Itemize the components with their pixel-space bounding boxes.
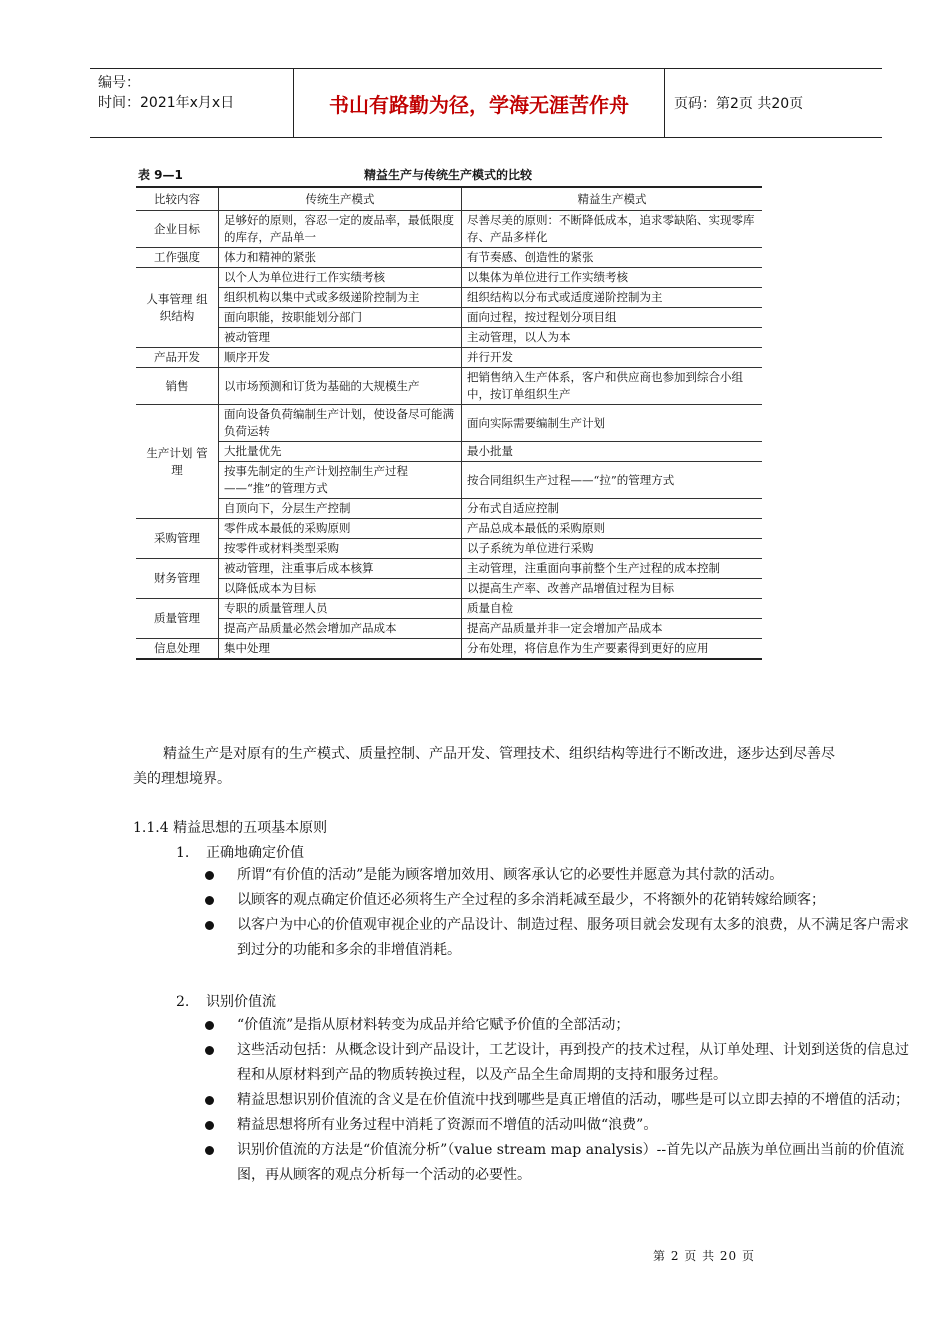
bullet-item [205, 913, 913, 963]
lean-mode-cell: 提高产品质量并非一定会增加产品成本 [462, 619, 763, 639]
bullet-list [205, 1013, 913, 1188]
intro-paragraph: 精益生产是对原有的生产模式、质量控制、产品开发、管理技术、组织结构等进行不断改进，逐步达到尽善尽美的理想境界。 [133, 746, 835, 787]
comparison-table [136, 186, 762, 660]
principle-number: 1. [176, 845, 190, 861]
principle-item [176, 991, 276, 1011]
table-row [136, 442, 762, 462]
lean-mode-cell: 以提高生产率、改善产品增值过程为目标 [462, 579, 763, 599]
category-cell: 企业目标 [136, 211, 219, 248]
category-cell: 工作强度 [136, 248, 219, 268]
table-row [136, 619, 762, 639]
lean-mode-cell: 最小批量 [462, 442, 763, 462]
table-header-cell: 传统生产模式 [219, 187, 462, 211]
table-row [136, 211, 762, 248]
table-row [136, 368, 762, 405]
traditional-mode-cell: 以市场预测和订货为基础的大规模生产 [219, 368, 462, 405]
table-header-row [136, 187, 762, 211]
lean-mode-cell: 有节奏感、创造性的紧张 [462, 248, 763, 268]
bullet-text: 识别价值流的方法是“价值流分析”（value stream map analysis）--首先以产品族为单位画出当前的价值流图，再从顾客的观点分析每一个活动的必要性。 [237, 1142, 905, 1183]
bullet-text: 这些活动包括：从概念设计到产品设计，工艺设计，再到投产的技术过程，从订单处理、计划到送货的信息过程和从原材料到产品的物质转换过程，以及产品全生命周期的支持和服务过程。 [237, 1042, 909, 1083]
bullet-text: 以顾客的观点确定价值还必须将生产全过程的多余消耗减至最少，不将额外的花销转嫁给顾客； [237, 892, 825, 908]
table-row [136, 499, 762, 519]
bullet-dot-icon [205, 1021, 214, 1030]
table-row [136, 288, 762, 308]
table-row [136, 579, 762, 599]
bullet-item [205, 888, 913, 913]
bullet-item [205, 1013, 913, 1038]
table-number: 表 9—1 [138, 168, 183, 182]
lean-mode-cell: 并行开发 [462, 348, 763, 368]
traditional-mode-cell: 专职的质量管理人员 [219, 599, 462, 619]
bullet-list [205, 863, 913, 963]
table-row [136, 405, 762, 442]
table-row [136, 268, 762, 288]
bullet-dot-icon [205, 1096, 214, 1105]
lean-mode-cell: 组织结构以分布式或适度递阶控制为主 [462, 288, 763, 308]
table-row [136, 519, 762, 539]
traditional-mode-cell: 大批量优先 [219, 442, 462, 462]
lean-mode-cell: 以集体为单位进行工作实绩考核 [462, 268, 763, 288]
page-footer: 第 2 页 共 20 页 [653, 1249, 755, 1263]
bullet-item [205, 1138, 913, 1188]
header-page-number: 页码：第2页 共20页 [674, 96, 804, 112]
table-row [136, 599, 762, 619]
bullet-text: 精益思想识别价值流的含义是在价值流中找到哪些是真正增值的活动，哪些是可以立即去掉的不增值的活动； [237, 1092, 909, 1108]
bullet-dot-icon [205, 1146, 214, 1155]
bullet-text: 所谓“有价值的活动”是能为顾客增加效用、顾客承认它的必要性并愿意为其付款的活动。 [237, 867, 784, 883]
category-cell: 采购管理 [136, 519, 219, 559]
lean-mode-cell: 面向过程，按过程划分项目组 [462, 308, 763, 328]
page-header [90, 68, 882, 138]
bullet-item [205, 1038, 913, 1088]
bullet-dot-icon [205, 921, 214, 930]
traditional-mode-cell: 顺序开发 [219, 348, 462, 368]
table-row [136, 559, 762, 579]
principle-title: 识别价值流 [206, 994, 276, 1010]
traditional-mode-cell: 以个人为单位进行工作实绩考核 [219, 268, 462, 288]
traditional-mode-cell: 组织机构以集中式或多级递阶控制为主 [219, 288, 462, 308]
traditional-mode-cell: 按零件或材料类型采购 [219, 539, 462, 559]
traditional-mode-cell: 集中处理 [219, 639, 462, 660]
principle-title: 正确地确定价值 [206, 845, 304, 861]
lean-mode-cell: 面向实际需要编制生产计划 [462, 405, 763, 442]
lean-mode-cell: 分布式自适应控制 [462, 499, 763, 519]
bullet-text: “价值流”是指从原材料转变为成品并给它赋予价值的全部活动； [237, 1017, 630, 1033]
lean-mode-cell: 尽善尽美的原则：不断降低成本，追求零缺陷、实现零库存、产品多样化 [462, 211, 763, 248]
bullet-text: 精益思想将所有业务过程中消耗了资源而不增值的活动叫做“浪费”。 [237, 1117, 658, 1133]
bullet-dot-icon [205, 1046, 214, 1055]
category-cell: 生产计划 管理 [136, 405, 219, 519]
bullet-dot-icon [205, 871, 214, 880]
traditional-mode-cell: 被动管理 [219, 328, 462, 348]
traditional-mode-cell: 以降低成本为目标 [219, 579, 462, 599]
section-heading: 1.1.4 精益思想的五项基本原则 [133, 820, 328, 836]
traditional-mode-cell: 面向设备负荷编制生产计划，使设备尽可能满负荷运转 [219, 405, 462, 442]
traditional-mode-cell: 按事先制定的生产计划控制生产过程——“推”的管理方式 [219, 462, 462, 499]
category-cell: 人事管理 组织结构 [136, 268, 219, 348]
bullet-item [205, 1088, 913, 1113]
traditional-mode-cell: 体力和精神的紧张 [219, 248, 462, 268]
header-left-cell [98, 73, 234, 113]
principle-item [176, 842, 304, 862]
table-row [136, 639, 762, 660]
category-cell: 产品开发 [136, 348, 219, 368]
category-cell: 销售 [136, 368, 219, 405]
table-row [136, 328, 762, 348]
lean-mode-cell: 主动管理，注重面向事前整个生产过程的成本控制 [462, 559, 763, 579]
lean-mode-cell: 分布处理，将信息作为生产要素得到更好的应用 [462, 639, 763, 660]
lean-mode-cell: 把销售纳入生产体系，客户和供应商也参加到综合小组中，按订单组织生产 [462, 368, 763, 405]
traditional-mode-cell: 零件成本最低的采购原则 [219, 519, 462, 539]
lean-mode-cell: 质量自检 [462, 599, 763, 619]
traditional-mode-cell: 面向职能，按职能划分部门 [219, 308, 462, 328]
header-motto: 书山有路勤为径，学海无涯苦作舟 [329, 93, 629, 117]
table-row [136, 308, 762, 328]
table-row [136, 348, 762, 368]
lean-mode-cell: 主动管理，以人为本 [462, 328, 763, 348]
bullet-item [205, 1113, 913, 1138]
lean-mode-cell: 产品总成本最低的采购原则 [462, 519, 763, 539]
traditional-mode-cell: 自顶向下，分层生产控制 [219, 499, 462, 519]
category-cell: 信息处理 [136, 639, 219, 660]
category-cell: 质量管理 [136, 599, 219, 639]
traditional-mode-cell: 被动管理，注重事后成本核算 [219, 559, 462, 579]
document-number-label: 编号： [98, 75, 140, 91]
category-cell: 财务管理 [136, 559, 219, 599]
lean-mode-cell: 按合同组织生产过程——“拉”的管理方式 [462, 462, 763, 499]
lean-mode-cell: 以子系统为单位进行采购 [462, 539, 763, 559]
traditional-mode-cell: 足够好的原则，容忍一定的废品率，最低限度的库存，产品单一 [219, 211, 462, 248]
header-divider [664, 69, 665, 137]
bullet-dot-icon [205, 896, 214, 905]
document-time-label: 时间：2021年x月x日 [98, 95, 235, 111]
table-caption [133, 164, 763, 186]
bullet-dot-icon [205, 1121, 214, 1130]
bullet-text: 以客户为中心的价值观审视企业的产品设计、制造过程、服务项目就会发现有太多的浪费，从不满足客户需求到过分的功能和多余的非增值消耗。 [237, 917, 909, 958]
bullet-item [205, 863, 913, 888]
comparison-table-figure [133, 164, 763, 660]
traditional-mode-cell: 提高产品质量必然会增加产品成本 [219, 619, 462, 639]
table-row [136, 462, 762, 499]
table-title: 精益生产与传统生产模式的比较 [363, 168, 532, 182]
table-header-cell: 比较内容 [136, 187, 219, 211]
table-row [136, 539, 762, 559]
table-header-cell: 精益生产模式 [462, 187, 763, 211]
principle-number: 2. [176, 994, 190, 1010]
table-row [136, 248, 762, 268]
